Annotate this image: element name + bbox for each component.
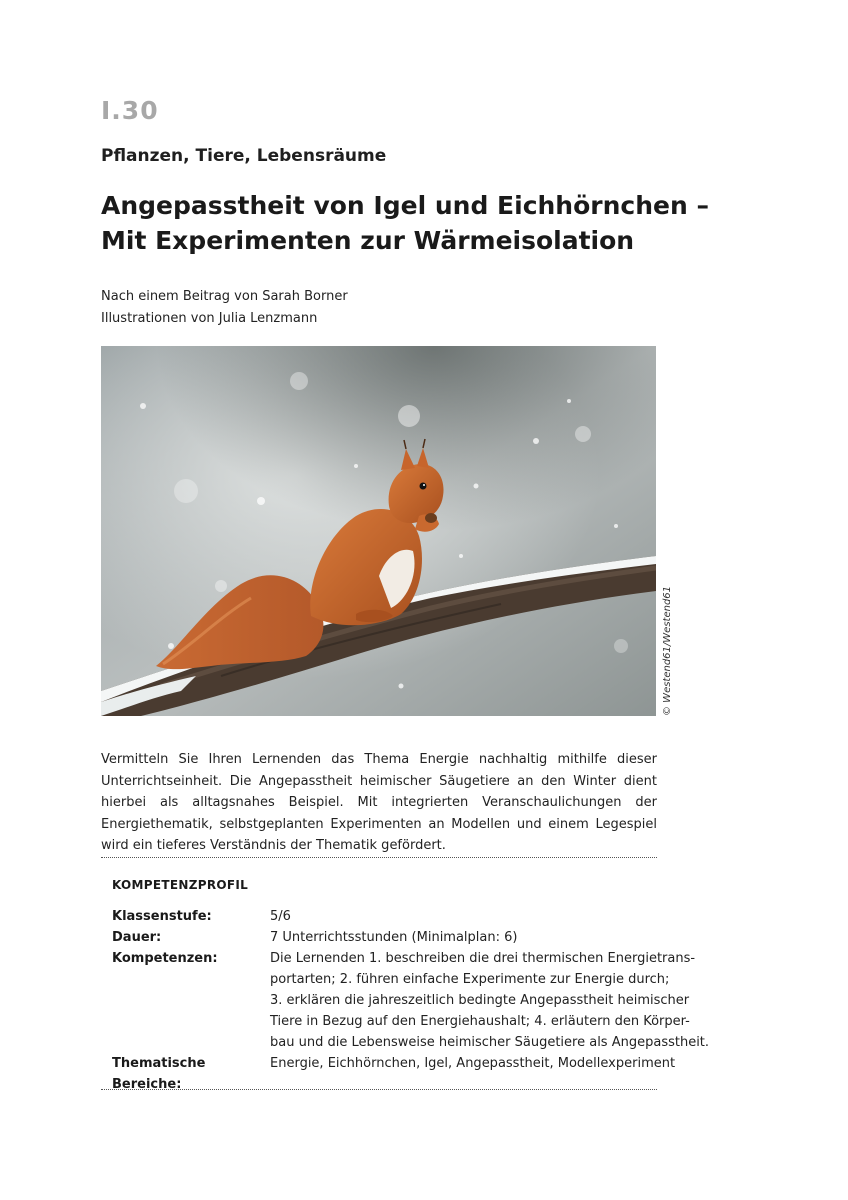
title-line-2: Mit Experimenten zur Wärmeisolation xyxy=(101,226,635,255)
profile-value-line: Tiere in Bezug auf den Energiehaushalt; 4. erläutern den Körper- xyxy=(270,1014,690,1029)
illustrator-credit: Illustrationen von Julia Lenzmann xyxy=(101,311,318,326)
profile-value-line: 7 Unterrichtsstunden (Minimalplan: 6) xyxy=(270,930,518,945)
profile-row-competences xyxy=(112,948,710,1053)
photo-copyright: © Westend61/Westend61 xyxy=(662,585,673,716)
credits xyxy=(101,286,348,330)
category-label: Pflanzen, Tiere, Lebensräume xyxy=(101,146,387,166)
profile-value xyxy=(270,927,657,948)
profile-value-line: 5/6 xyxy=(270,909,291,924)
profile-value-line: 3. erklären die jahreszeitlich bedingte Angepasstheit heimischer xyxy=(270,993,690,1008)
profile-value xyxy=(270,948,710,1053)
profile-label: Dauer: xyxy=(112,930,162,945)
profile-row-grade xyxy=(112,906,657,927)
title-line-1: Angepasstheit von Igel und Eichhörnchen – xyxy=(101,191,709,220)
profile-label: Thematische Bereiche: xyxy=(112,1056,206,1092)
profile-label: Kompetenzen: xyxy=(112,951,218,966)
intro-paragraph: Vermitteln Sie Ihren Lernenden das Thema Energie nachhaltig mithilfe dieser Unterrichtseinheit. Die Angepasstheit heimischer Säugetiere an den Winter dient hierbei als alltagsnahes Beispiel. Mit integrierten Veranschaulichungen der Energiethematik, selbstgeplanten Experimenten an Modellen und einem Legespiel wird ein tieferes Verständnis der Thematik gefördert. xyxy=(101,752,657,853)
divider-bottom xyxy=(101,1089,657,1090)
squirrel-photo xyxy=(101,346,656,716)
chapter-number: I.30 xyxy=(101,96,159,125)
profile-label: Klassenstufe: xyxy=(112,909,212,924)
profile-value xyxy=(270,906,657,927)
divider-top xyxy=(101,857,657,858)
author-credit: Nach einem Beitrag von Sarah Borner xyxy=(101,289,348,304)
competence-profile xyxy=(112,906,710,1095)
profile-value-line: portarten; 2. führen einfache Experimente zur Energie durch; xyxy=(270,972,670,987)
profile-row-duration xyxy=(112,927,657,948)
profile-value-line: bau und die Lebensweise heimischer Säugetiere als Angepasstheit. xyxy=(270,1035,710,1050)
profile-value-line: Energie, Eichhörnchen, Igel, Angepasstheit, Modellexperiment xyxy=(270,1056,676,1071)
profile-value-line: Die Lernenden 1. beschreiben die drei thermischen Energietrans- xyxy=(270,951,696,966)
page-title xyxy=(101,188,721,258)
profile-heading: KOMPETENZPROFIL xyxy=(112,878,249,892)
